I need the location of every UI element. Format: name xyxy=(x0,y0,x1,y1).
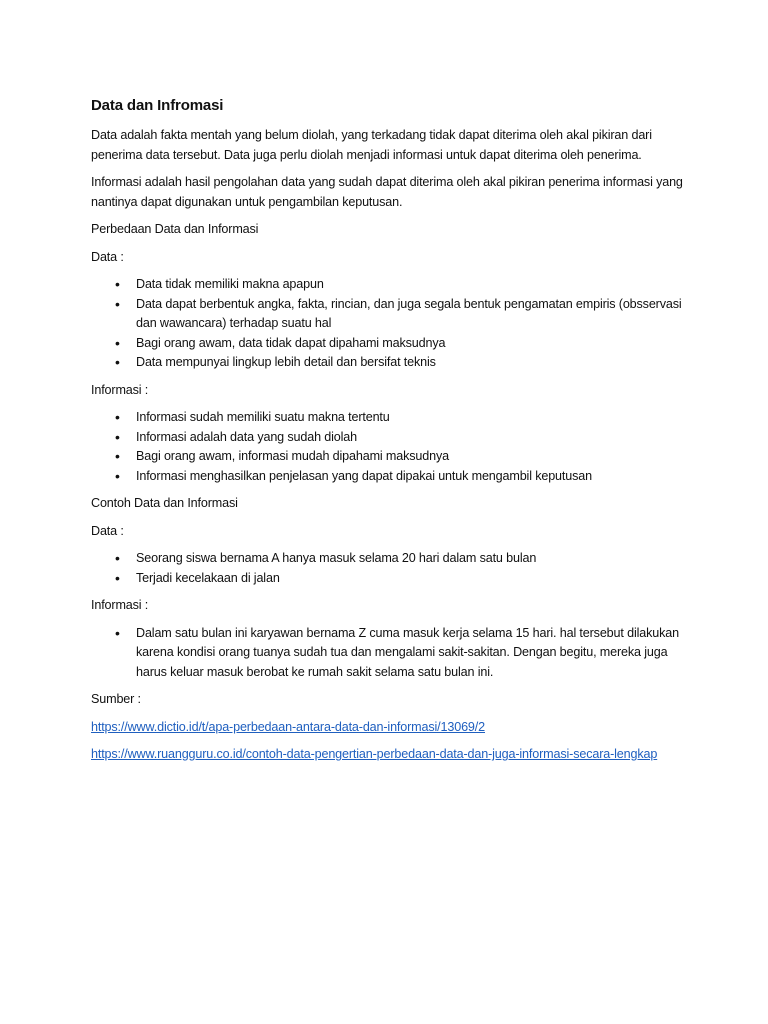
list-item: • Terjadi kecelakaan di jalan xyxy=(91,569,691,589)
document-page xyxy=(91,96,691,773)
list-item: • Bagi orang awam, data tidak dapat dipahami maksudnya xyxy=(91,334,691,354)
section-heading-examples: Contoh Data dan Informasi xyxy=(91,496,238,510)
example-data-list xyxy=(91,549,691,588)
list-item: • Dalam satu bulan ini karyawan bernama Z cuma masuk kerja selama 15 hari. hal tersebut dilakukan karena kondisi orang tuanya sudah tua dan mengalami sakit-sakitan. Dengan begitu, mereka juga harus keluar masuk berobat ke rumah sakit selama satu bulan ini. xyxy=(91,624,691,683)
data-list xyxy=(91,275,691,373)
info-label: Informasi : xyxy=(91,382,149,397)
data-label: Data : xyxy=(91,249,124,264)
list-item: • Data mempunyai lingkup lebih detail dan bersifat teknis xyxy=(91,353,691,373)
list-item: • Data dapat berbentuk angka, fakta, rincian, dan juga segala bentuk pengamatan empiris (obsservasi dan wawancara) terhadap suatu hal xyxy=(91,295,691,334)
list-item: • Bagi orang awam, informasi mudah dipahami maksudnya xyxy=(91,447,691,467)
source-label: Sumber : xyxy=(91,692,141,706)
source-link-dictio[interactable]: https://www.dictio.id/t/apa-perbedaan-antara-data-dan-informasi/13069/2 xyxy=(91,719,485,734)
source-link-ruangguru[interactable]: https://www.ruangguru.co.id/contoh-data-pengertian-perbedaan-data-dan-juga-informasi-secara-lengkap xyxy=(91,747,658,761)
list-item: • Seorang siswa bernama A hanya masuk selama 20 hari dalam satu bulan xyxy=(91,549,691,569)
section-heading-differences: Perbedaan Data dan Informasi xyxy=(91,222,259,236)
paragraph-data-definition: Data adalah fakta mentah yang belum diolah, yang terkadang tidak dapat diterima oleh akal pikiran dari penerima data tersebut. Data juga perlu diolah menjadi informasi untuk dapat diterima oleh penerima. xyxy=(91,128,652,162)
list-item: • Informasi sudah memiliki suatu makna tertentu xyxy=(91,408,691,428)
source-link-line xyxy=(91,718,691,738)
list-item: • Data tidak memiliki makna apapun xyxy=(91,275,691,295)
list-item: • Informasi menghasilkan penjelasan yang dapat dipakai untuk mengambil keputusan xyxy=(91,467,691,487)
paragraph-info-definition: Informasi adalah hasil pengolahan data yang sudah dapat diterima oleh akal pikiran penerima informasi yang nantinya dapat digunakan untuk pengambilan keputusan. xyxy=(91,175,683,209)
example-info-label: Informasi : xyxy=(91,598,149,612)
list-item: • Informasi adalah data yang sudah diolah xyxy=(91,428,691,448)
document-title: Data dan Infromasi xyxy=(91,97,224,114)
example-data-label: Data : xyxy=(91,523,124,538)
info-list xyxy=(91,408,691,486)
source-link-line xyxy=(91,745,691,765)
example-info-list xyxy=(91,624,691,683)
